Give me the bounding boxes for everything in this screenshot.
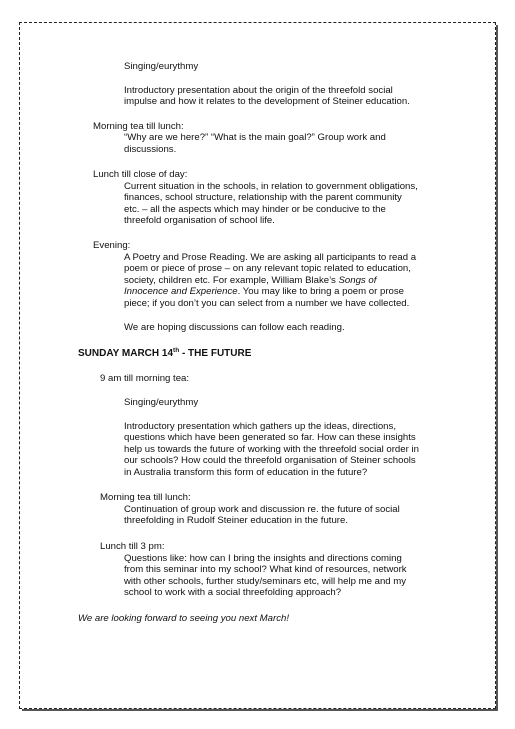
closing-line: We are looking forward to seeing you next March! bbox=[78, 613, 289, 624]
sunday-lunch-line: with other schools, further study/seminars etc, will help me and my bbox=[124, 576, 407, 587]
lunch-line: etc. – all the aspects which may hinder or be conducive to the bbox=[124, 204, 386, 215]
sunday-heading-title: - THE FUTURE bbox=[179, 348, 252, 359]
lunch-line: Current situation in the schools, in relation to government obligations, bbox=[124, 181, 418, 192]
sunday-intro-line: our schools? How could the threefold organisation of Steiner schools bbox=[124, 455, 416, 466]
sunday-lunch-line: school to work with a social threefolding approach? bbox=[124, 587, 342, 598]
page-border bbox=[19, 22, 496, 709]
evening-hope: We are hoping discussions can follow each reading. bbox=[124, 322, 345, 333]
intro-line: Introductory presentation about the origin of the threefold social bbox=[124, 85, 393, 96]
evening-heading: Evening: bbox=[93, 240, 131, 251]
sunday-heading-date: SUNDAY MARCH 14 bbox=[78, 348, 174, 359]
nine-am-heading: 9 am till morning tea: bbox=[100, 373, 190, 384]
sunday-intro-line: help us towards the future of working with the threefold social order in bbox=[124, 444, 419, 455]
book-title: Songs of bbox=[338, 275, 377, 286]
singing-eurythmy: Singing/eurythmy bbox=[124, 397, 199, 408]
lunch-heading: Lunch till close of day: bbox=[93, 169, 188, 180]
book-title: Innocence and Experience bbox=[124, 286, 238, 297]
morning-tea-heading: Morning tea till lunch: bbox=[93, 121, 184, 132]
morning-tea-line: discussions. bbox=[124, 144, 177, 155]
evening-text: society, children etc. For example, William Blake’s bbox=[124, 275, 339, 286]
sunday-heading-suffix: th bbox=[173, 347, 180, 354]
sunday-morning-line: Continuation of group work and discussion re. the future of social bbox=[124, 504, 400, 515]
sunday-intro-line: Introductory presentation which gathers up the ideas, directions, bbox=[124, 421, 396, 432]
morning-tea-line: “Why are we here?” “What is the main goal?” Group work and bbox=[124, 132, 386, 143]
sunday-morning-line: threefolding in Rudolf Steiner education in the future. bbox=[124, 515, 349, 526]
intro-line: impulse and how it relates to the development of Steiner education. bbox=[124, 96, 410, 107]
lunch-line: threefold organisation of school life. bbox=[124, 215, 275, 226]
sunday-lunch-line: Questions like: how can I bring the insights and directions coming bbox=[124, 553, 402, 564]
sunday-heading bbox=[78, 348, 251, 360]
evening-line: A Poetry and Prose Reading. We are asking all participants to read a bbox=[124, 252, 417, 263]
singing-eurythmy: Singing/eurythmy bbox=[124, 61, 199, 72]
sunday-lunch-heading: Lunch till 3 pm: bbox=[100, 541, 165, 552]
evening-line: piece; if you don’t you can select from a number we have collected. bbox=[124, 298, 410, 309]
evening-line bbox=[124, 275, 376, 286]
evening-line: poem or piece of prose – on any relevant topic related to education, bbox=[124, 263, 411, 274]
evening-text: . You may like to bring a poem or prose bbox=[237, 286, 404, 297]
sunday-intro-line: questions which have been generated so far. How can these insights bbox=[124, 432, 416, 443]
evening-line bbox=[124, 286, 404, 297]
sunday-lunch-line: from this seminar into my school? What kind of resources, network bbox=[124, 564, 407, 575]
sunday-intro-line: in Australia transform this form of education in the future? bbox=[124, 467, 368, 478]
sunday-morning-heading: Morning tea till lunch: bbox=[100, 492, 191, 503]
lunch-line: finances, school structure, relationship with the parent community bbox=[124, 192, 402, 203]
